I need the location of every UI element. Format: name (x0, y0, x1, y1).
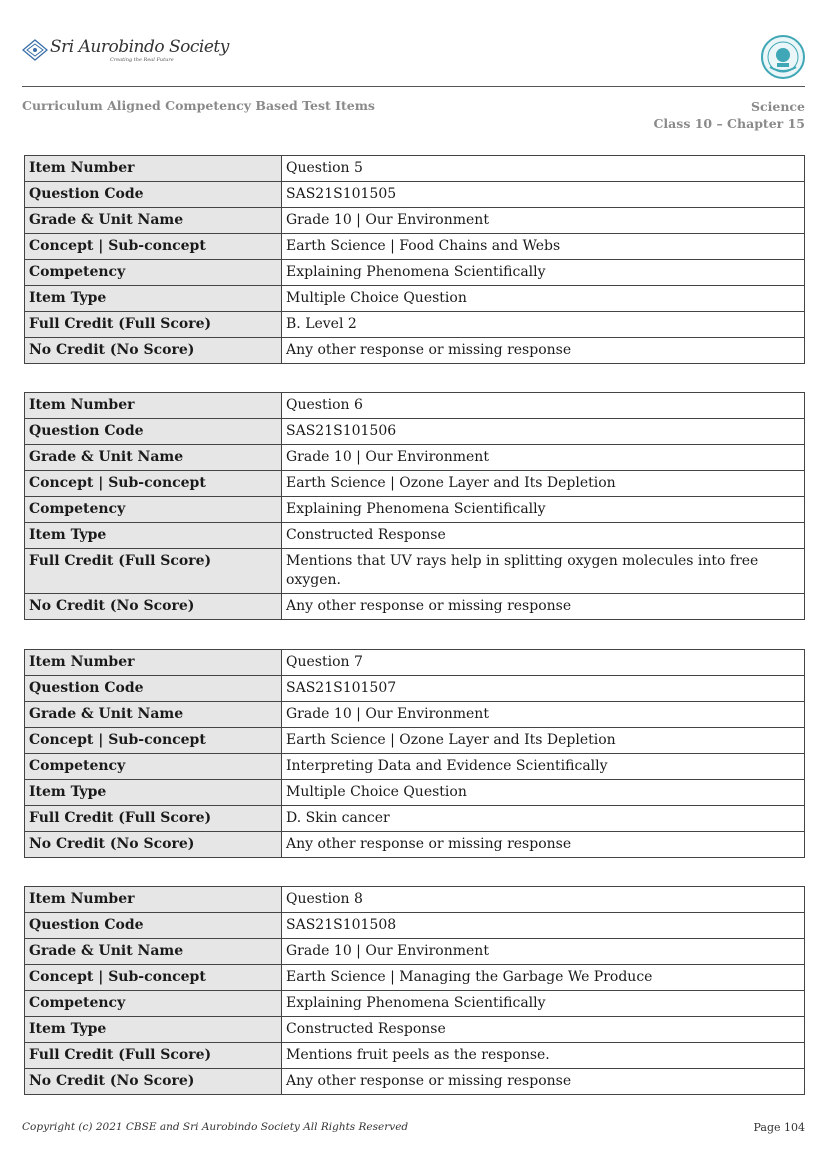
row-value: Question 6 (282, 393, 805, 419)
table-row (25, 832, 805, 858)
table-row (25, 780, 805, 806)
row-value: Grade 10 | Our Environment (282, 702, 805, 728)
table-row (25, 208, 805, 234)
row-label: Item Type (25, 286, 282, 312)
row-value: Earth Science | Ozone Layer and Its Depletion (282, 471, 805, 497)
row-label: Item Number (25, 393, 282, 419)
row-label: Full Credit (Full Score) (25, 312, 282, 338)
subject-label: Science (751, 99, 805, 114)
row-label: Item Type (25, 523, 282, 549)
row-value: Any other response or missing response (282, 832, 805, 858)
row-value: Any other response or missing response (282, 338, 805, 364)
subject-info (653, 98, 805, 132)
row-value: Grade 10 | Our Environment (282, 939, 805, 965)
row-label: Question Code (25, 676, 282, 702)
row-label: Concept | Sub-concept (25, 234, 282, 260)
row-value: Multiple Choice Question (282, 780, 805, 806)
row-label: Grade & Unit Name (25, 208, 282, 234)
table-row (25, 806, 805, 832)
table-row (25, 497, 805, 523)
table-row (25, 965, 805, 991)
brand-name: Sri Aurobindo Society (50, 37, 229, 57)
table-row (25, 991, 805, 1017)
row-value: Multiple Choice Question (282, 286, 805, 312)
row-value: Interpreting Data and Evidence Scientifically (282, 754, 805, 780)
row-value: B. Level 2 (282, 312, 805, 338)
row-label: Concept | Sub-concept (25, 728, 282, 754)
table-row (25, 887, 805, 913)
table-row (25, 286, 805, 312)
row-value: Explaining Phenomena Scientifically (282, 260, 805, 286)
row-value: SAS21S101505 (282, 182, 805, 208)
row-value: Constructed Response (282, 1017, 805, 1043)
row-value: Explaining Phenomena Scientifically (282, 991, 805, 1017)
row-label: Concept | Sub-concept (25, 471, 282, 497)
row-label: Competency (25, 991, 282, 1017)
row-value: SAS21S101506 (282, 419, 805, 445)
row-value: D. Skin cancer (282, 806, 805, 832)
row-value: Any other response or missing response (282, 1069, 805, 1095)
sri-aurobindo-society-logo (22, 37, 229, 67)
row-label: Grade & Unit Name (25, 702, 282, 728)
cbse-seal-icon (760, 34, 806, 80)
row-label: Item Number (25, 650, 282, 676)
row-label: Competency (25, 497, 282, 523)
row-value: Mentions that UV rays help in splitting oxygen molecules into free oxygen. (282, 549, 805, 594)
item-table-question-5 (24, 155, 805, 364)
row-label: Full Credit (Full Score) (25, 1043, 282, 1069)
row-label: No Credit (No Score) (25, 338, 282, 364)
table-row (25, 338, 805, 364)
row-label: Competency (25, 754, 282, 780)
row-value: Question 7 (282, 650, 805, 676)
table-row (25, 754, 805, 780)
copyright-notice: Copyright (c) 2021 CBSE and Sri Aurobindo Society All Rights Reserved (22, 1121, 409, 1133)
table-row (25, 471, 805, 497)
table-row (25, 182, 805, 208)
row-label: Grade & Unit Name (25, 445, 282, 471)
row-value: SAS21S101507 (282, 676, 805, 702)
row-value: Explaining Phenomena Scientifically (282, 497, 805, 523)
table-row (25, 312, 805, 338)
header-divider (22, 86, 805, 87)
item-table-question-7 (24, 649, 805, 858)
society-emblem-icon (22, 39, 48, 61)
table-row (25, 260, 805, 286)
row-value: Mentions fruit peels as the response. (282, 1043, 805, 1069)
row-value: Any other response or missing response (282, 594, 805, 620)
row-label: Item Number (25, 156, 282, 182)
page-number: Page 104 (753, 1121, 805, 1134)
table-row (25, 650, 805, 676)
row-label: Full Credit (Full Score) (25, 549, 282, 594)
table-row (25, 728, 805, 754)
row-value: Grade 10 | Our Environment (282, 445, 805, 471)
table-row (25, 234, 805, 260)
table-row (25, 419, 805, 445)
row-label: Full Credit (Full Score) (25, 806, 282, 832)
row-label: No Credit (No Score) (25, 1069, 282, 1095)
row-label: Concept | Sub-concept (25, 965, 282, 991)
item-table-question-6 (24, 392, 805, 620)
row-label: Grade & Unit Name (25, 939, 282, 965)
table-row (25, 1043, 805, 1069)
table-row (25, 702, 805, 728)
table-row (25, 523, 805, 549)
table-row (25, 594, 805, 620)
table-row (25, 913, 805, 939)
row-label: Item Number (25, 887, 282, 913)
row-value: Question 5 (282, 156, 805, 182)
row-label: Item Type (25, 1017, 282, 1043)
row-value: Grade 10 | Our Environment (282, 208, 805, 234)
document-title: Curriculum Aligned Competency Based Test Items (22, 98, 375, 113)
table-row (25, 939, 805, 965)
row-value: Earth Science | Managing the Garbage We Produce (282, 965, 805, 991)
table-row (25, 1069, 805, 1095)
row-value: Earth Science | Food Chains and Webs (282, 234, 805, 260)
row-label: No Credit (No Score) (25, 594, 282, 620)
row-label: Question Code (25, 182, 282, 208)
table-row (25, 445, 805, 471)
row-label: Item Type (25, 780, 282, 806)
class-chapter-label: Class 10 – Chapter 15 (653, 116, 805, 131)
row-value: Earth Science | Ozone Layer and Its Depletion (282, 728, 805, 754)
row-value: Constructed Response (282, 523, 805, 549)
table-row (25, 1017, 805, 1043)
row-label: No Credit (No Score) (25, 832, 282, 858)
table-row (25, 393, 805, 419)
table-row (25, 156, 805, 182)
row-value: Question 8 (282, 887, 805, 913)
item-table-question-8 (24, 886, 805, 1095)
table-row (25, 549, 805, 594)
table-row (25, 676, 805, 702)
brand-tagline: Creating the Real Future (110, 57, 174, 63)
row-label: Question Code (25, 419, 282, 445)
row-label: Competency (25, 260, 282, 286)
row-value: SAS21S101508 (282, 913, 805, 939)
row-label: Question Code (25, 913, 282, 939)
